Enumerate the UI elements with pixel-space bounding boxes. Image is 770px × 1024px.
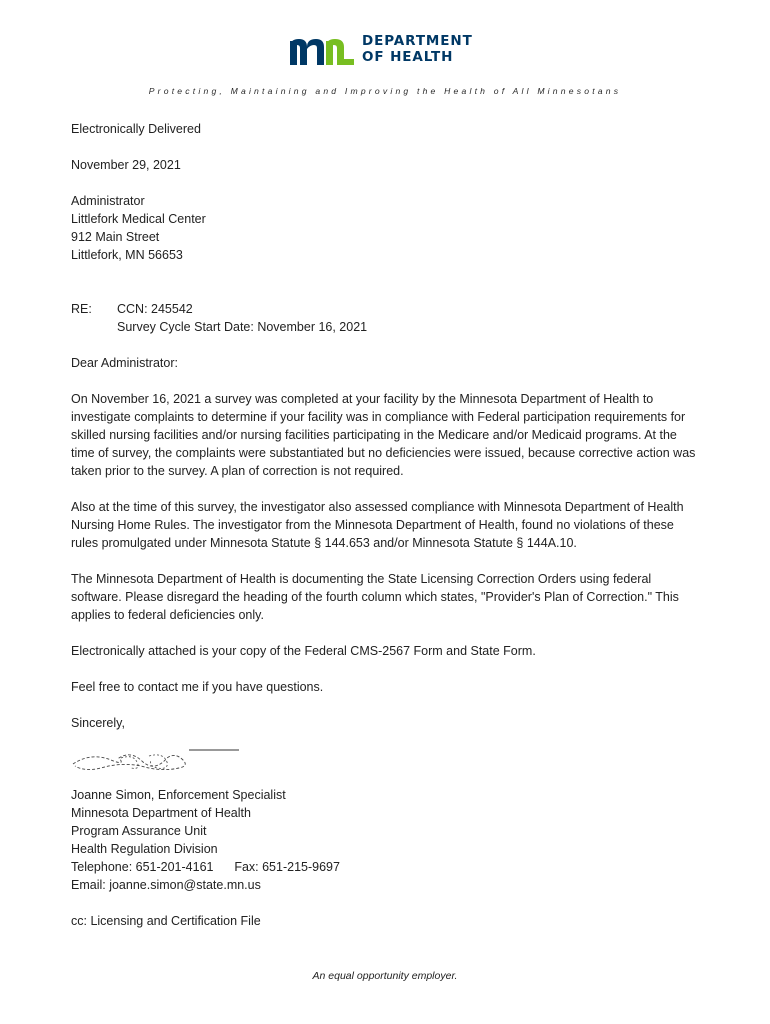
delivery-method: Electronically Delivered [71,122,201,136]
survey-date-line: Survey Cycle Start Date: November 16, 2021 [117,320,368,334]
cc-line: cc: Licensing and Certification File [71,914,261,928]
signer-line: Minnesota Department of Health [71,806,251,820]
re-label: RE: [71,302,92,316]
footer-text: An equal opportunity employer. [312,970,458,982]
signer-line: Program Assurance Unit [71,824,207,838]
logo-line1: DEPARTMENT [362,33,473,49]
logo-wordmark [362,34,473,65]
handwritten-signature [71,744,696,786]
recipient-address [71,192,696,264]
signature-block [71,786,696,894]
recipient-line: Littlefork Medical Center [71,212,206,226]
logo-line2: OF HEALTH [362,48,454,65]
signer-line: Joanne Simon, Enforcement Specialist [71,788,286,802]
signer-contact: Telephone: 651-201-4161 Fax: 651-215-9697 [71,860,340,874]
letter-body [71,120,696,948]
paragraph: Feel free to contact me if you have questions. [71,680,324,694]
paragraph: Also at the time of this survey, the investigator also assessed compliance with Minnesota Department of Health Nursing Home Rules. The investigator from the Minnesota Department of Health, found no violations of these rules promulgated under Minnesota Statute § 144.653 and/or Minnesota Statute § 144A.10. [71,500,684,550]
signer-line: Health Regulation Division [71,842,218,856]
paragraph: Electronically attached is your copy of the Federal CMS-2567 Form and State Form. [71,644,536,658]
salutation: Dear Administrator: [71,356,178,370]
signer-email: Email: joanne.simon@state.mn.us [71,878,261,892]
mn-logo-mark-icon [288,33,358,67]
reference-block [71,300,696,336]
signature-icon [71,744,251,780]
ccn-line: CCN: 245542 [117,302,193,316]
letter-date: November 29, 2021 [71,158,181,172]
paragraph: The Minnesota Department of Health is documenting the State Licensing Correction Orders using federal software. Please disregard the heading of the fourth column which states, "Provider's Plan of Correction." This applies to federal deficiencies only. [71,572,679,622]
recipient-line: Administrator [71,194,145,208]
mdh-logo [288,33,488,69]
paragraph: On November 16, 2021 a survey was completed at your facility by the Minnesota Department of Health to investigate complaints to determine if your facility was in compliance with Federal participation requirements for skilled nursing facilities and/or nursing facilities participating in the Medicare and/or Medicaid programs. At the time of survey, the complaints were substantiated but no deficiencies were issued, because corrective action was taken prior to the survey. A plan of correction is not required. [71,392,696,478]
tagline: Protecting, Maintaining and Improving the Health of All Minnesotans [148,86,622,96]
recipient-line: 912 Main Street [71,230,160,244]
recipient-line: Littlefork, MN 56653 [71,248,183,262]
closing: Sincerely, [71,716,125,730]
